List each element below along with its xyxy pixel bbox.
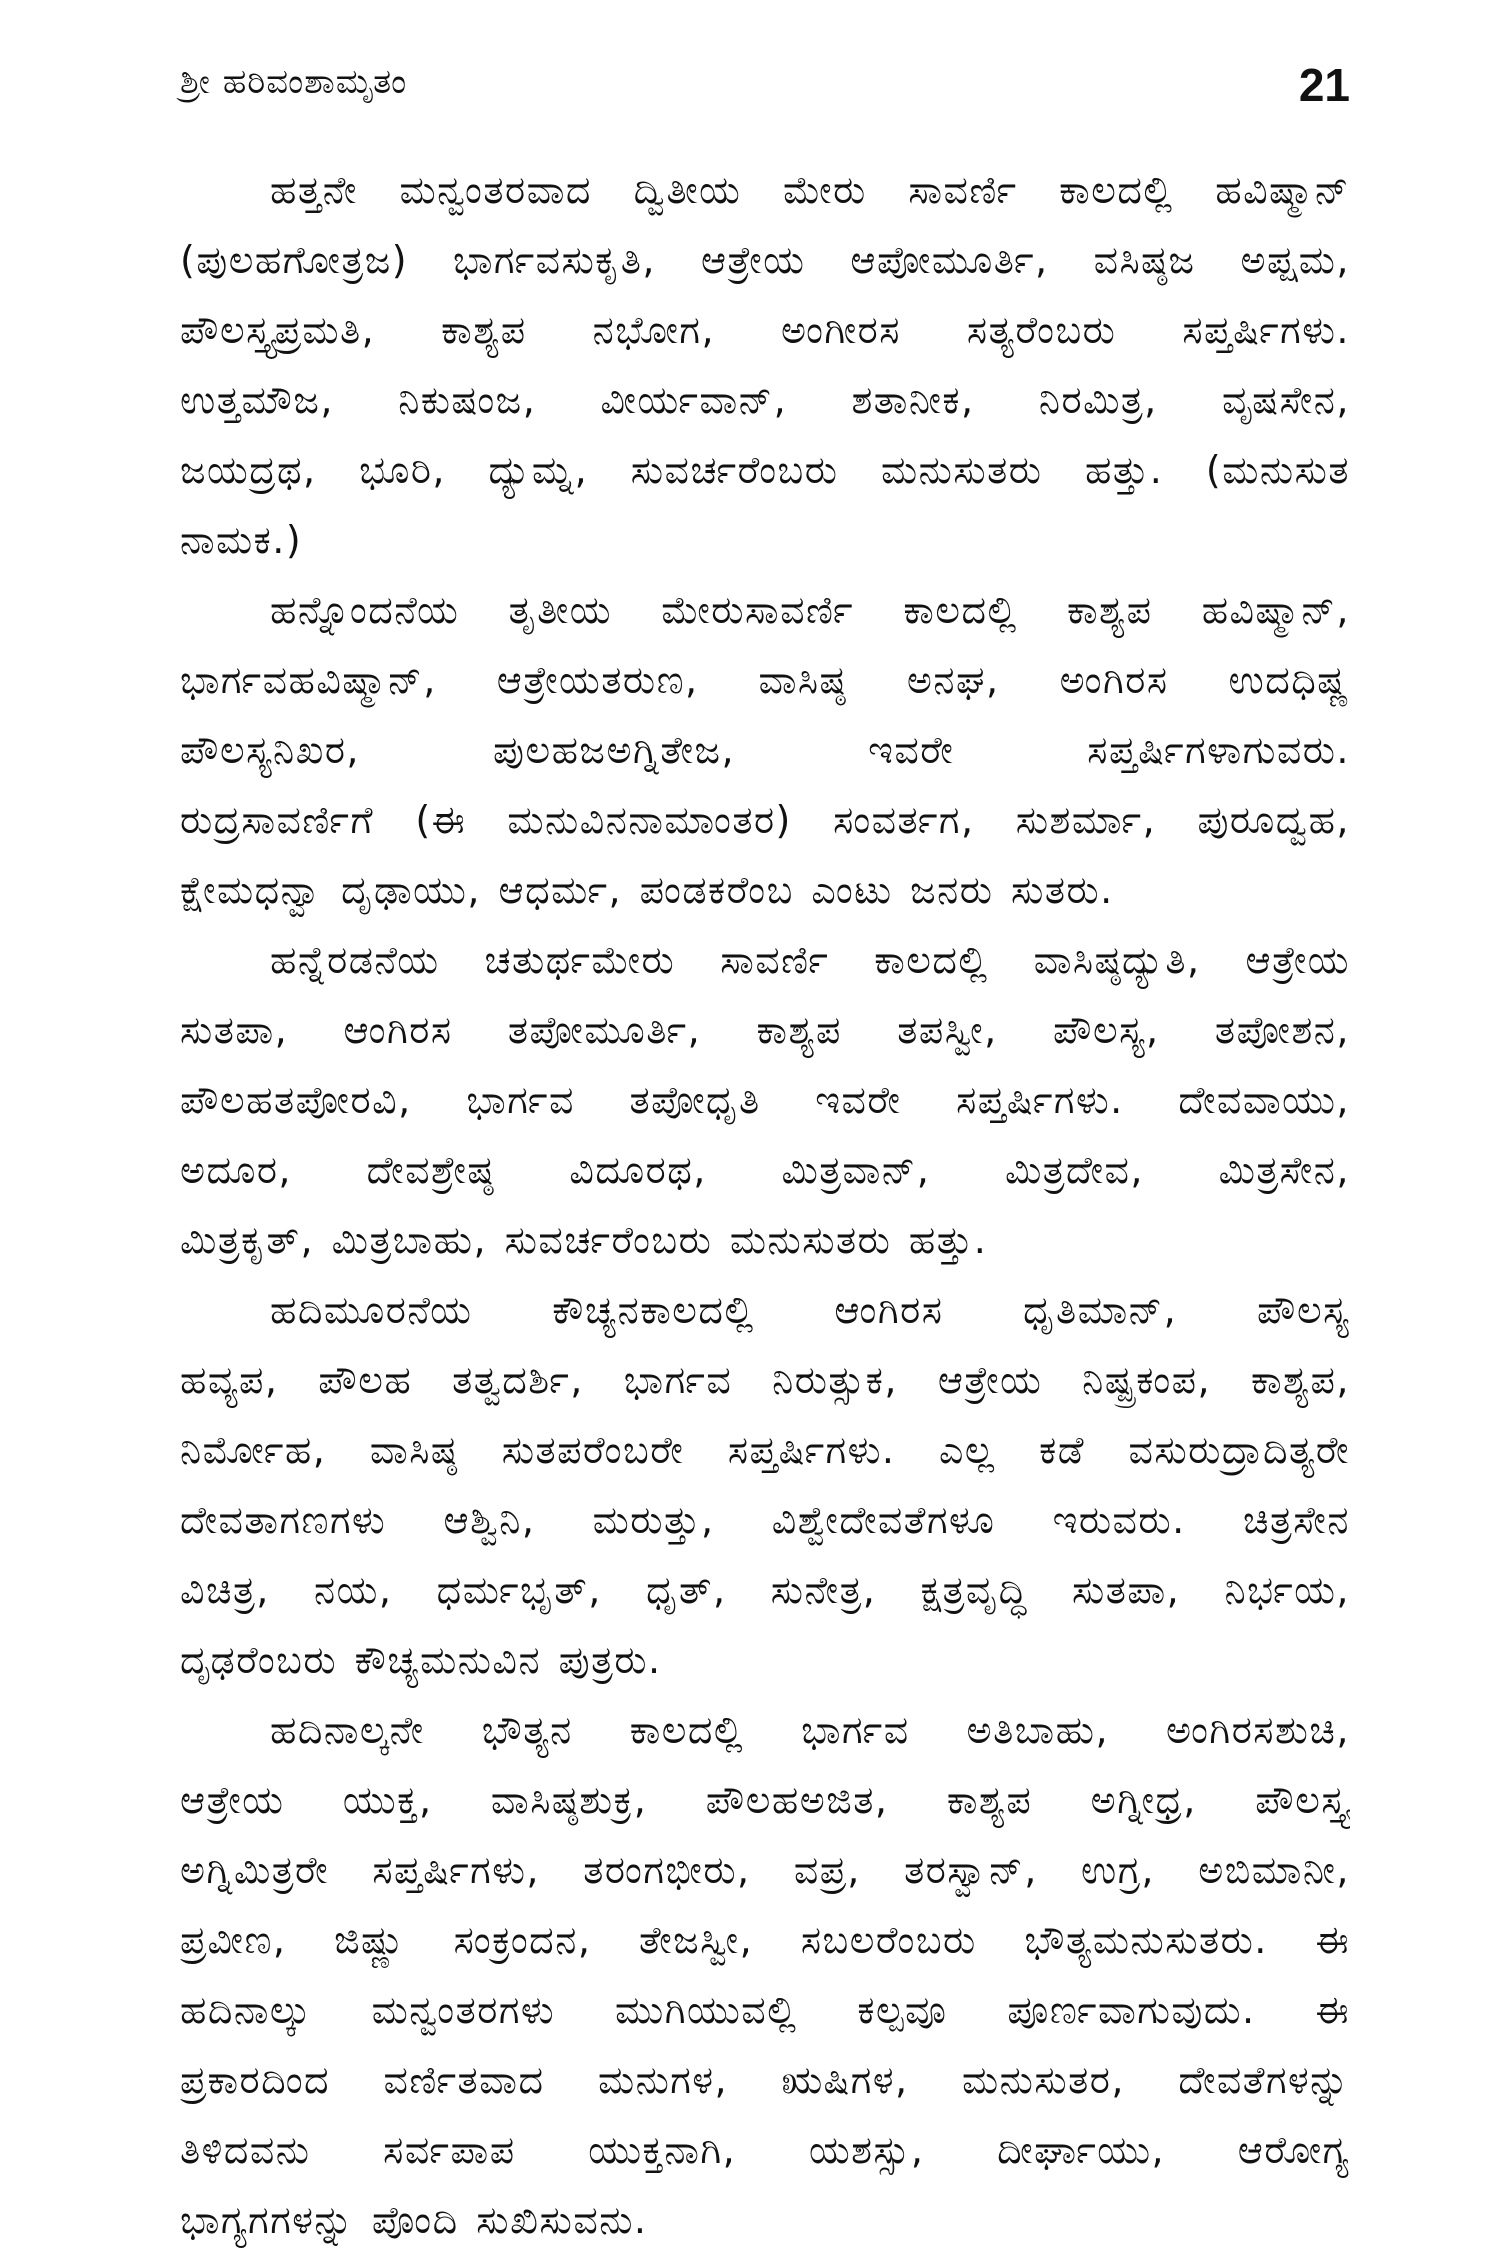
page-number: 21 bbox=[1298, 59, 1350, 111]
paragraph bbox=[180, 1275, 1350, 1695]
text-line: ಭಾಗ್ಯಗಗಳನ್ನು ಪೊಂದಿ ಸುಖಿಸುವನು. bbox=[180, 2198, 648, 2242]
text-line: ಪೌಲಸ್ಯನಿಖರ, ಪುಲಹಜಅಗ್ನಿತೇಜ, ಇವರೇ ಸಪ್ತರ್ಷಿಗಳಾಗುವರು. bbox=[180, 728, 1350, 772]
text-line: ಹದಿಮೂರನೆಯ ಕೌಚ್ಯನಕಾಲದಲ್ಲಿ ಆಂಗಿರಸ ಧೃತಿಮಾನ್, ಪೌಲಸ್ಯ bbox=[270, 1288, 1350, 1332]
text-line: ಹತ್ತನೇ ಮನ್ವಂತರವಾದ ದ್ವಿತೀಯ ಮೇರು ಸಾವರ್ಣಿ ಕಾಲದಲ್ಲಿ ಹವಿಷ್ಮಾನ್ bbox=[270, 168, 1350, 212]
text-line: ಜಯದ್ರಥ, ಭೂರಿ, ದ್ಯುಮ್ನ, ಸುವರ್ಚರೆಂಬರು ಮನುಸುತರು ಹತ್ತು. (ಮನುಸುತ bbox=[180, 448, 1350, 492]
text-line: ಅಗ್ನಿಮಿತ್ರರೇ ಸಪ್ತರ್ಷಿಗಳು, ತರಂಗಭೀರು, ವಪ್ರ, ತರಸ್ವಾನ್, ಉಗ್ರ, ಅಬಿಮಾನೀ, bbox=[180, 1848, 1350, 1892]
text-line: ನಾಮಕ.) bbox=[180, 518, 303, 562]
text-line: ಮಿತ್ರಕೃತ್, ಮಿತ್ರಬಾಹು, ಸುವರ್ಚರೆಂಬರು ಮನುಸುತರು ಹತ್ತು. bbox=[180, 1218, 988, 1262]
text-line: ಉತ್ತಮೌಜ, ನಿಕುಷಂಜ, ವೀರ್ಯವಾನ್, ಶತಾನೀಕ, ನಿರಮಿತ್ರ, ವೃಷಸೇನ, bbox=[180, 378, 1350, 422]
text-line: ಕ್ಷೇಮಧನ್ವಾ ದೃಢಾಯು, ಆಧರ್ಮ, ಪಂಡಕರೆಂಬ ಎಂಟು ಜನರು ಸುತರು. bbox=[180, 868, 1114, 912]
text-line: ಅದೂರ, ದೇವಶ್ರೇಷ್ಠ ವಿದೂರಥ, ಮಿತ್ರವಾನ್, ಮಿತ್ರದೇವ, ಮಿತ್ರಸೇನ, bbox=[180, 1148, 1350, 1192]
text-line: ಆತ್ರೇಯ ಯುಕ್ತ, ವಾಸಿಷ್ಠಶುಕ್ರ, ಪೌಲಹಅಜಿತ, ಕಾಶ್ಯಪ ಅಗ್ನೀಧ್ರ, ಪೌಲಸ್ತ್ಯ bbox=[180, 1778, 1350, 1822]
paragraph bbox=[180, 925, 1350, 1275]
text-line: ಹನ್ನೆರಡನೆಯ ಚತುರ್ಥಮೇರು ಸಾವರ್ಣಿ ಕಾಲದಲ್ಲಿ ವಾಸಿಷ್ಠದ್ಯುತಿ, ಆತ್ರೇಯ bbox=[270, 938, 1350, 982]
text-line: ಹನ್ನೊಂದನೆಯ ತೃತೀಯ ಮೇರುಸಾವರ್ಣಿ ಕಾಲದಲ್ಲಿ ಕಾಶ್ಯಪ ಹವಿಷ್ಮಾನ್, bbox=[270, 588, 1350, 632]
text-line: ಪ್ರಕಾರದಿಂದ ವರ್ಣಿತವಾದ ಮನುಗಳ, ಋಷಿಗಳ, ಮನುಸುತರ, ದೇವತೆಗಳನ್ನು bbox=[180, 2058, 1350, 2102]
body-text bbox=[180, 155, 1350, 2255]
text-line: ತಿಳಿದವನು ಸರ್ವಪಾಪ ಯುಕ್ತನಾಗಿ, ಯಶಸ್ಸು, ದೀರ್ಘಾಯು, ಆರೋಗ್ಯ bbox=[180, 2128, 1350, 2172]
paragraph bbox=[180, 1695, 1350, 2255]
running-header bbox=[180, 58, 1350, 118]
text-line: (ಪುಲಹಗೋತ್ರಜ) ಭಾರ್ಗವಸುಕೃತಿ, ಆತ್ರೇಯ ಆಪೋಮೂರ್ತಿ, ವಸಿಷ್ಠಜ ಅಪ್ಷಮ, bbox=[180, 238, 1350, 282]
text-line: ಸುತಪಾ, ಆಂಗಿರಸ ತಪೋಮೂರ್ತಿ, ಕಾಶ್ಯಪ ತಪಸ್ವೀ, ಪೌಲಸ್ಯ, ತಪೋಶನ, bbox=[180, 1008, 1350, 1052]
paragraph bbox=[180, 575, 1350, 925]
paragraph bbox=[180, 155, 1350, 575]
text-line: ವಿಚಿತ್ರ, ನಯ, ಧರ್ಮಭೃತ್, ಧೃತ್, ಸುನೇತ್ರ, ಕ್ಷತ್ರವೃದ್ಧಿ ಸುತಪಾ, ನಿರ್ಭಯ, bbox=[180, 1568, 1350, 1612]
text-line: ಪೌಲಸ್ತ್ಯಪ್ರಮತಿ, ಕಾಶ್ಯಪ ನಭೋಗ, ಅಂಗೀರಸ ಸತ್ಯರೆಂಬರು ಸಪ್ತರ್ಷಿಗಳು. bbox=[180, 308, 1350, 352]
text-line: ದೃಢರೆಂಬರು ಕೌಚ್ಯಮನುವಿನ ಪುತ್ರರು. bbox=[180, 1638, 662, 1682]
text-line: ಭಾರ್ಗವಹವಿಷ್ಮಾನ್, ಆತ್ರೇಯತರುಣ, ವಾಸಿಷ್ಠ ಅನಘ, ಅಂಗಿರಸ ಉದಧಿಷ್ಣ bbox=[180, 658, 1350, 702]
text-line: ಹದಿನಾಲ್ಕನೇ ಭೌತ್ಯನ ಕಾಲದಲ್ಲಿ ಭಾರ್ಗವ ಅತಿಬಾಹು, ಅಂಗಿರಸಶುಚಿ, bbox=[270, 1708, 1350, 1752]
text-line: ಹವ್ಯಪ, ಪೌಲಹ ತತ್ವದರ್ಶಿ, ಭಾರ್ಗವ ನಿರುತ್ಸುಕ, ಆತ್ರೇಯ ನಿಷ್ಪ್ರಕಂಪ, ಕಾಶ್ಯಪ, bbox=[180, 1358, 1350, 1402]
text-line: ದೇವತಾಗಣಗಳು ಆಶ್ವಿನಿ, ಮರುತ್ತು, ವಿಶ್ವೇದೇವತೆಗಳೂ ಇರುವರು. ಚಿತ್ರಸೇನ bbox=[180, 1498, 1350, 1542]
text-line: ಪ್ರವೀಣ, ಜಿಷ್ಣು ಸಂಕ್ರಂದನ, ತೇಜಸ್ವೀ, ಸಬಲರೆಂಬರು ಭೌತ್ಯಮನುಸುತರು. ಈ bbox=[180, 1918, 1350, 1962]
book-title: ಶ್ರೀ ಹರಿವಂಶಾಮೃತಂ bbox=[180, 62, 408, 102]
text-line: ರುದ್ರಸಾವರ್ಣಿಗೆ (ಈ ಮನುವಿನನಾಮಾಂತರ) ಸಂವರ್ತಗ, ಸುಶರ್ಮಾ, ಪುರೂದ್ವಹ, bbox=[180, 798, 1350, 842]
text-line: ನಿರ್ಮೋಹ, ವಾಸಿಷ್ಠ ಸುತಪರೆಂಬರೇ ಸಪ್ತರ್ಷಿಗಳು. ಎಲ್ಲ ಕಡೆ ವಸುರುದ್ರಾದಿತ್ಯರೇ bbox=[180, 1428, 1350, 1472]
text-line: ಹದಿನಾಲ್ಕು ಮನ್ವಂತರಗಳು ಮುಗಿಯುವಲ್ಲಿ ಕಲ್ಪವೂ ಪೂರ್ಣವಾಗುವುದು. ಈ bbox=[180, 1988, 1350, 2032]
text-line: ಪೌಲಹತಪೋರವಿ, ಭಾರ್ಗವ ತಪೋಧೃತಿ ಇವರೇ ಸಪ್ತರ್ಷಿಗಳು. ದೇವವಾಯು, bbox=[180, 1078, 1350, 1122]
